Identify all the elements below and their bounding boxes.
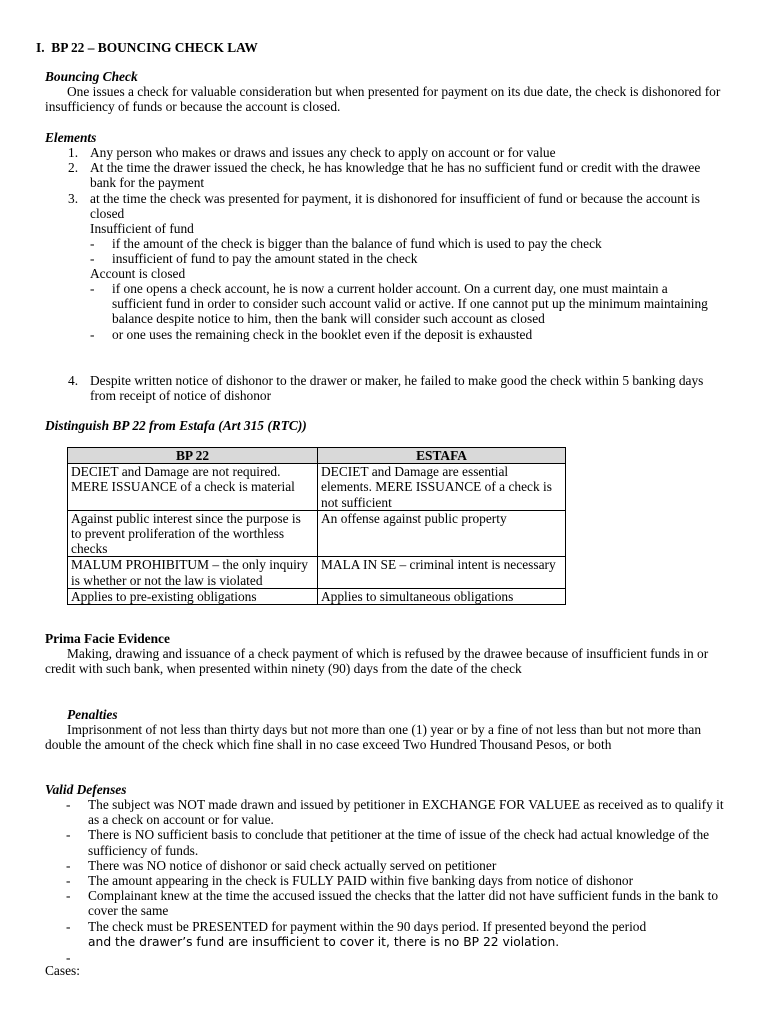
prima-facie-text: Making, drawing and issuance of a check payment of which is refused by the drawee because of insufficient funds in or credit with such bank, when presented within ninety (90) days from the date of the check xyxy=(45,646,709,677)
dash-bullet: - xyxy=(66,950,71,966)
list-item xyxy=(64,950,724,965)
dash-bullet: - xyxy=(66,888,71,904)
section-heading xyxy=(36,40,258,55)
insufficient-label: Insufficient of fund xyxy=(90,221,194,236)
table-row xyxy=(68,464,566,511)
list-text: Any person who makes or draws and issues any check to apply on account or for value xyxy=(90,145,556,160)
dash-bullet: - xyxy=(90,281,95,296)
dash-bullet: - xyxy=(90,251,95,267)
prima-facie-title: Prima Facie Evidence xyxy=(45,631,170,646)
table-cell: DECIET and Damage are not required. MERE ISSUANCE of a check is material xyxy=(68,464,318,511)
table-row xyxy=(68,510,566,557)
list-text: if one opens a check account, he is now a current holder account. On a current day, one must maintain a sufficient fund in order to consider such account valid or active. If one cannot put up the minimum maintaining balance despite notice to him, then the bank will consider such account as closed xyxy=(112,281,708,327)
list-item xyxy=(88,251,728,266)
table-cell: An offense against public property xyxy=(318,510,566,557)
list-item xyxy=(64,827,724,857)
list-item xyxy=(68,373,728,403)
list-text: insufficient of fund to pay the amount stated in the check xyxy=(112,251,418,267)
section-title: BP 22 – BOUNCING CHECK LAW xyxy=(51,40,258,55)
table-row xyxy=(68,588,566,604)
list-text: or one uses the remaining check in the booklet even if the deposit is exhausted xyxy=(112,326,533,342)
elements-list-item4 xyxy=(68,373,728,403)
bouncing-check-title: Bouncing Check xyxy=(45,69,138,84)
list-text: The subject was NOT made drawn and issued by petitioner in EXCHANGE FOR VALUEE as received as to qualify it as a check on account or for value. xyxy=(88,797,724,828)
table-cell: Applies to pre-existing obligations xyxy=(68,588,318,604)
section-number: I. xyxy=(36,40,45,55)
dash-bullet: - xyxy=(66,873,71,889)
dash-bullet: - xyxy=(66,918,71,934)
elements-list xyxy=(68,145,728,221)
table-cell: Applies to simultaneous obligations xyxy=(318,588,566,604)
list-item xyxy=(68,160,728,190)
list-item xyxy=(64,919,724,950)
list-number: 4. xyxy=(68,373,79,388)
dash-bullet: - xyxy=(90,236,95,251)
list-number: 3. xyxy=(68,190,79,206)
table-cell: MALUM PROHIBITUM – the only inquiry is whether or not the law is violated xyxy=(68,557,318,588)
list-item xyxy=(64,858,724,873)
comparison-table xyxy=(67,447,566,605)
list-text: if the amount of the check is bigger than the balance of fund which is used to pay the check xyxy=(112,236,602,251)
list-item xyxy=(88,281,720,327)
list-text: There was NO notice of dishonor or said check actually served on petitioner xyxy=(88,857,497,873)
column-header-estafa: ESTAFA xyxy=(318,448,566,464)
closed-label: Account is closed xyxy=(90,266,186,281)
closed-list xyxy=(88,281,720,342)
table-cell: MALA IN SE – criminal intent is necessary xyxy=(318,557,566,588)
list-item xyxy=(64,888,724,918)
list-item xyxy=(64,797,724,827)
table-header-row xyxy=(68,448,566,464)
distinguish-title: Distinguish BP 22 from Estafa (Art 315 (RTC)) xyxy=(45,418,307,433)
list-text: The amount appearing in the check is FULLY PAID within five banking days from notice of dishonor xyxy=(88,873,634,889)
bouncing-check-text: One issues a check for valuable consideration but when presented for payment on its due date, the check is dishonored for insufficiency of funds or because the account is closed. xyxy=(45,84,721,115)
dash-bullet: - xyxy=(66,857,71,873)
penalties-text: Imprisonment of not less than thirty days but not more than one (1) year or by a fine of not less than but not more than double the amount of the check which fine shall in no case exceed Two Hundred Thousand Pesos, or both xyxy=(45,722,702,753)
table-cell: DECIET and Damage are essential elements. MERE ISSUANCE of a check is not sufficient xyxy=(318,464,566,511)
defenses-title: Valid Defenses xyxy=(45,782,127,797)
list-text: The check must be PRESENTED for payment within the 90 days period. If presented beyond the period xyxy=(88,918,647,934)
list-text: at the time the check was presented for payment, it is dishonored for insufficient of fund or because the account is closed xyxy=(90,190,700,221)
list-item xyxy=(88,236,728,251)
list-text: At the time the drawer issued the check, he has knowledge that he has no sufficient fund or credit with the drawee bank for the payment xyxy=(90,160,701,191)
column-header-bp22: BP 22 xyxy=(68,448,318,464)
cases-label: Cases: xyxy=(45,963,80,978)
list-item xyxy=(64,873,724,888)
list-item xyxy=(68,145,728,160)
list-item xyxy=(88,327,720,342)
list-number: 2. xyxy=(68,160,79,176)
list-text: Despite written notice of dishonor to the drawer or maker, he failed to make good the check within 5 banking days from receipt of notice of dishonor xyxy=(90,373,704,404)
list-item xyxy=(68,191,728,221)
dash-bullet: - xyxy=(66,797,71,812)
dash-bullet: - xyxy=(90,326,95,342)
list-text: Complainant knew at the time the accused issued the checks that the latter did not have sufficient funds in the bank to cover the same xyxy=(88,888,719,919)
dash-bullet: - xyxy=(66,827,71,843)
penalties-title: Penalties xyxy=(67,707,118,722)
list-text-continuation: and the drawer’s fund are insufficient to cover it, there is no BP 22 violation. xyxy=(88,934,560,949)
insufficient-list xyxy=(88,236,728,266)
list-number: 1. xyxy=(68,145,79,160)
list-text: There is NO sufficient basis to conclude that petitioner at the time of issue of the check had actual knowledge of the sufficiency of funds. xyxy=(88,827,710,858)
table-cell: Against public interest since the purpose is to prevent proliferation of the worthless checks xyxy=(68,510,318,557)
elements-title: Elements xyxy=(45,130,97,145)
defenses-list xyxy=(64,797,724,965)
table-row xyxy=(68,557,566,588)
